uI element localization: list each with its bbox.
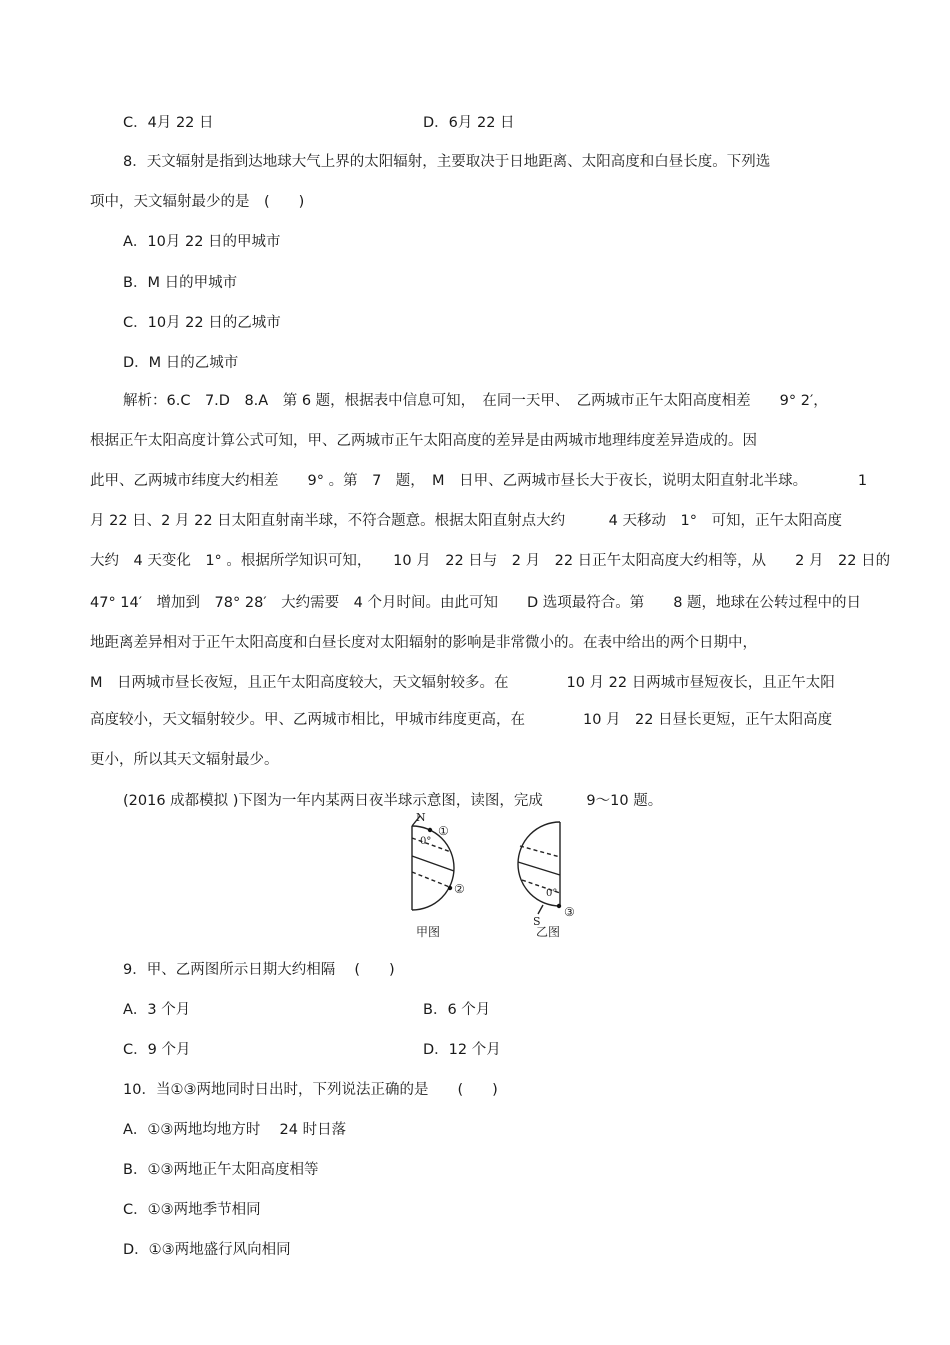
q9-option-a: A．3 个月	[123, 1002, 191, 1018]
south-label: S	[533, 915, 541, 928]
analysis-line: 高度较小，天文辐射较少。甲、乙两城市相比，甲城市纬度更高，在 10 月 22 日昼长更短，正午太阳高度	[90, 712, 833, 728]
q10-option-b: B．①③两地正午太阳高度相等	[123, 1162, 319, 1178]
q10-option-d: D．①③两地盛行风向相同	[123, 1242, 291, 1258]
q10-option-c: C．①③两地季节相同	[123, 1202, 261, 1218]
analysis-line: 根据正午太阳高度计算公式可知，甲、乙两城市正午太阳高度的差异是由两城市地理纬度差异造成的。因	[90, 433, 757, 449]
q8-option-a: A．10月 22 日的甲城市	[123, 234, 281, 250]
q8-stem-line1: 8．天文辐射是指到达地球大气上界的太阳辐射，主要取决于日地距离、太阳高度和白昼长度。下列选	[123, 154, 771, 170]
q9-option-d: D．12 个月	[423, 1042, 501, 1058]
night-hemisphere-figure	[400, 808, 600, 943]
q7-option-c: C．4月 22 日	[123, 115, 214, 131]
point-2-marker	[448, 886, 452, 890]
marker-2-label: ②	[454, 882, 465, 896]
analysis-line: 地距离差异相对于正午太阳高度和白昼长度对太阳辐射的影响是非常微小的。在表中给出的两个日期中，	[90, 635, 757, 651]
q8-option-b: B．M 日的甲城市	[123, 275, 238, 291]
q8-option-c: C．10月 22 日的乙城市	[123, 315, 281, 331]
q9-option-c: C．9 个月	[123, 1042, 191, 1058]
marker-3-label: ③	[564, 905, 575, 919]
figure-intro: (2016 成都模拟 )下图为一年内某两日夜半球示意图，读图，完成 9～10 题。	[123, 793, 663, 809]
analysis-line: M 日两城市昼长夜短，且正午太阳高度较大，天文辐射较多。在 10 月 22 日两城市昼短夜长，且正午太阳	[90, 675, 835, 691]
q9-stem: 9．甲、乙两图所示日期大约相隔 ( )	[123, 962, 395, 978]
analysis-line: 解析：6.C 7.D 8.A 第 6 题，根据表中信息可知， 在同一天甲、 乙两城市正午太阳高度相差 9° 2′，	[123, 393, 828, 409]
analysis-line: 月 22 日、2 月 22 日太阳直射南半球，不符合题意。根据太阳直射点大约 4 天移动 1° 可知，正午太阳高度	[90, 513, 842, 529]
right-caption: 乙图	[536, 925, 561, 939]
analysis-line: 此甲、乙两城市纬度大约相差 9° 。第 7 题， M 日甲、乙两城市昼长大于夜长，说明太阳直射北半球。 1	[90, 473, 868, 489]
left-caption: 甲图	[416, 925, 441, 939]
q7-option-d: D．6月 22 日	[423, 115, 515, 131]
point-3-marker	[557, 904, 561, 908]
q8-stem-line2: 项中，天文辐射最少的是 ( )	[90, 194, 305, 210]
equator-label-right: 0°	[546, 888, 558, 899]
q10-stem: 10．当①③两地同时日出时，下列说法正确的是 ( )	[123, 1082, 498, 1098]
analysis-line: 47° 14′ 增加到 78° 28′ 大约需要 4 个月时间。由此可知 D 选项最符合。第 8 题，地球在公转过程中的日	[90, 595, 862, 611]
analysis-line: 大约 4 天变化 1° 。根据所学知识可知， 10 月 22 日与 2 月 22 日正午太阳高度大约相等，从 2 月 22 日的	[90, 553, 891, 569]
q10-option-a: A．①③两地均地方时 24 时日落	[123, 1122, 347, 1138]
marker-1-label: ①	[438, 824, 449, 838]
q8-option-d: D．M 日的乙城市	[123, 355, 239, 371]
equator-label-left: 0°	[420, 836, 432, 847]
point-1-marker	[428, 828, 432, 832]
north-label: N	[416, 811, 426, 824]
figure-right-diagram	[518, 822, 560, 914]
q9-option-b: B．6 个月	[423, 1002, 491, 1018]
analysis-line: 更小，所以其天文辐射最少。	[90, 752, 279, 768]
